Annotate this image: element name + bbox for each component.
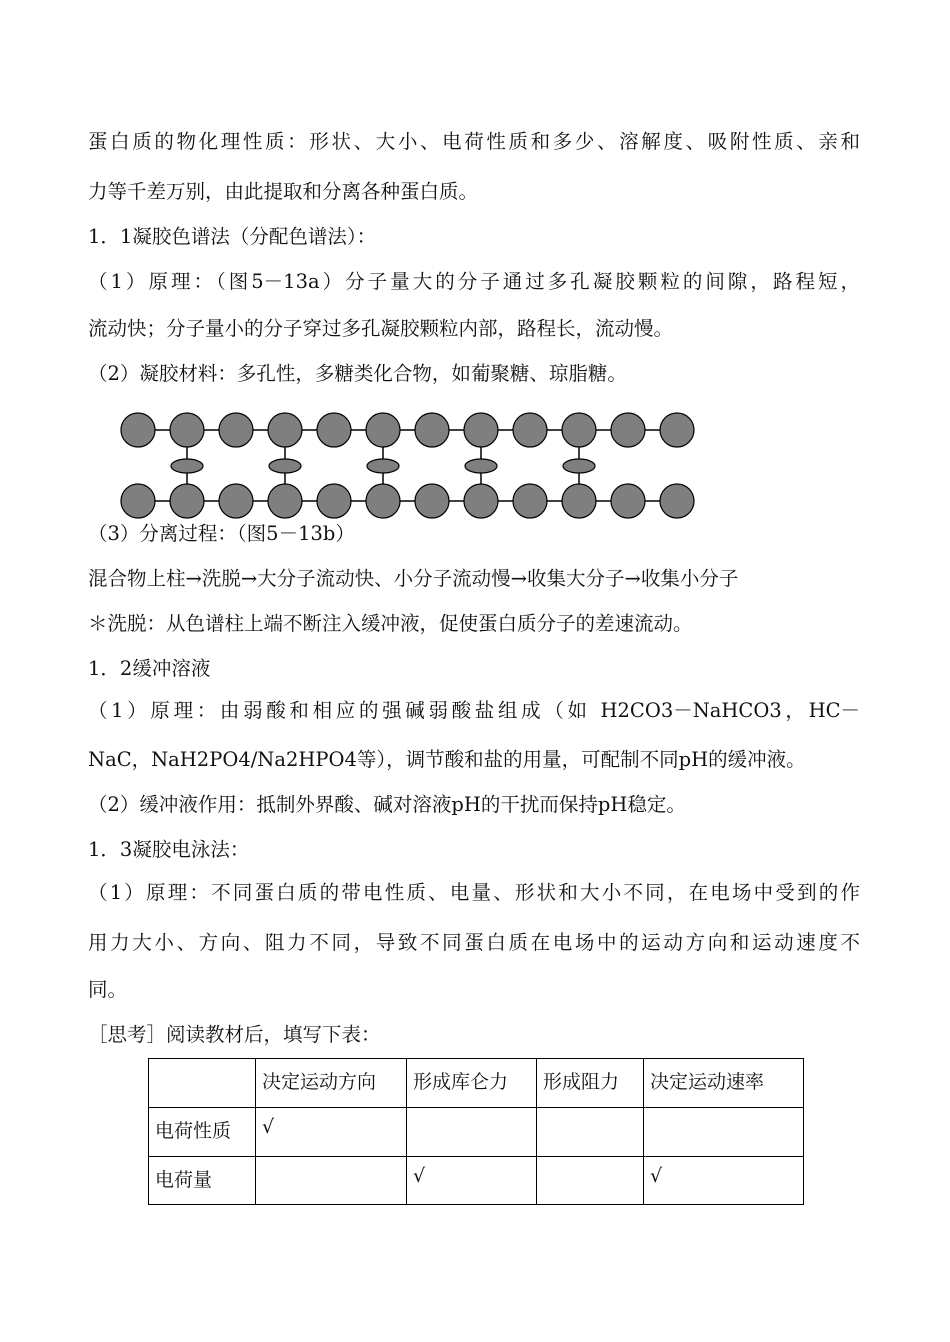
section-1-process-heading: （3）分离过程：（图5－13b）: [88, 522, 355, 545]
cross-link-bead: [367, 459, 399, 473]
bottom-chain-bead: [415, 484, 449, 518]
intro-line-1: 蛋白质的物化理性质：形状、大小、电荷性质和多少、溶解度、吸附性质、亲和: [88, 130, 860, 153]
cross-link-bead: [269, 459, 301, 473]
top-chain-bead: [268, 413, 302, 447]
table-cell: [537, 1108, 644, 1157]
top-chain-bead: [317, 413, 351, 447]
cross-link-bead: [465, 459, 497, 473]
bottom-chain-bead: [268, 484, 302, 518]
table-row: [149, 1157, 804, 1205]
top-chain-bead: [660, 413, 694, 447]
bottom-chain-bead: [219, 484, 253, 518]
bottom-chain-bead: [513, 484, 547, 518]
top-chain-bead: [366, 413, 400, 447]
table-cell: √: [407, 1157, 537, 1205]
top-chain-bead: [415, 413, 449, 447]
header-cell-empty: [149, 1059, 256, 1108]
section-1-material: （2）凝胶材料：多孔性，多糖类化合物，如葡聚糖、琼脂糖。: [88, 362, 627, 385]
section-2-principle-line-1: （1）原理：由弱酸和相应的强碱弱酸盐组成（如 H2CO3－NaHCO3，HC－: [88, 699, 860, 722]
cross-link-bead: [171, 459, 203, 473]
top-chain-bead: [513, 413, 547, 447]
section-2-function: （2）缓冲液作用：抵制外界酸、碱对溶液pH的干扰而保持pH稳定。: [88, 793, 686, 816]
bottom-chain-bead: [464, 484, 498, 518]
top-chain-bead: [170, 413, 204, 447]
header-cell-resistance: 形成阻力: [537, 1059, 644, 1108]
section-3-principle-line-3: 同。: [88, 978, 128, 1001]
section-1-principle-line-2: 流动快；分子量小的分子穿过多孔凝胶颗粒内部，路程长，流动慢。: [88, 317, 674, 340]
header-cell-speed: 决定运动速率: [644, 1059, 804, 1108]
top-chain-bead: [562, 413, 596, 447]
section-2-heading: 1．2缓冲溶液: [88, 657, 211, 680]
section-1-principle-line-1: （1）原理：（图5－13a）分子量大的分子通过多孔凝胶颗粒的间隙，路程短，: [88, 270, 860, 293]
bottom-chain-bead: [121, 484, 155, 518]
table-cell: [537, 1157, 644, 1205]
gel-bead-diagram: [110, 408, 710, 526]
top-chain-bead: [464, 413, 498, 447]
bottom-chain-bead: [366, 484, 400, 518]
section-3-heading: 1．3凝胶电泳法：: [88, 838, 250, 861]
table-cell: [644, 1108, 804, 1157]
section-3-principle-line-1: （1）原理：不同蛋白质的带电性质、电量、形状和大小不同，在电场中受到的作: [88, 881, 860, 904]
cross-link-bead: [563, 459, 595, 473]
top-chain-bead: [611, 413, 645, 447]
section-1-elution-note: ＊洗脱：从色谱柱上端不断注入缓冲液，促使蛋白质分子的差速流动。: [88, 612, 693, 635]
table-header-row: [149, 1059, 804, 1108]
header-cell-direction: 决定运动方向: [256, 1059, 407, 1108]
row-label-charge-amount: 电荷量: [149, 1157, 256, 1205]
section-2-principle-line-2: NaC，NaH2PO4/Na2HPO4等），调节酸和盐的用量，可配制不同pH的缓冲液。: [88, 748, 806, 771]
bottom-chain-bead: [562, 484, 596, 518]
bottom-chain-bead: [611, 484, 645, 518]
top-chain-bead: [121, 413, 155, 447]
table-cell: [407, 1108, 537, 1157]
row-label-charge-nature: 电荷性质: [149, 1108, 256, 1157]
comparison-table: [148, 1058, 804, 1205]
bottom-chain-bead: [660, 484, 694, 518]
intro-line-2: 力等千差万别，由此提取和分离各种蛋白质。: [88, 180, 479, 203]
table-row: [149, 1108, 804, 1157]
bottom-chain-bead: [317, 484, 351, 518]
header-cell-coulomb: 形成库仑力: [407, 1059, 537, 1108]
table-cell: [256, 1157, 407, 1205]
think-prompt: ［思考］阅读教材后，填写下表：: [88, 1023, 381, 1046]
top-chain-bead: [219, 413, 253, 447]
bottom-chain-bead: [170, 484, 204, 518]
table-cell: √: [644, 1157, 804, 1205]
section-1-heading: 1．1凝胶色谱法（分配色谱法）：: [88, 225, 377, 248]
table-cell: √: [256, 1108, 407, 1157]
section-1-process-flow: 混合物上柱→洗脱→大分子流动快、小分子流动慢→收集大分子→收集小分子: [88, 567, 739, 590]
section-3-principle-line-2: 用力大小、方向、阻力不同，导致不同蛋白质在电场中的运动方向和运动速度不: [88, 931, 860, 954]
